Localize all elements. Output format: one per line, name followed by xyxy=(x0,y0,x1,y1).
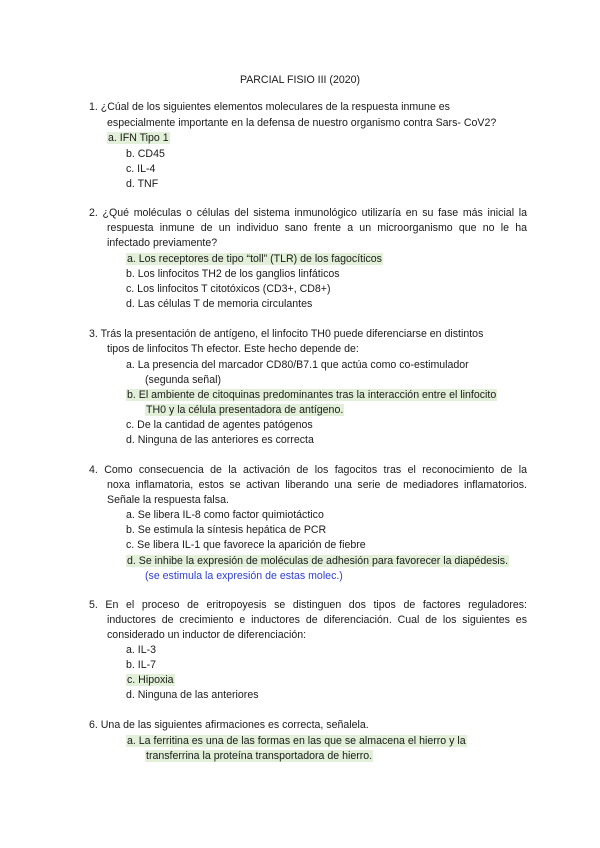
question-6-option-a-cont xyxy=(145,749,373,763)
question-2-option-a xyxy=(126,252,383,266)
question-4-note: (se estimula la expresión de estas molec.) xyxy=(145,570,343,582)
correct-answer-highlight: transferrina la proteína transportadora de hierro. xyxy=(146,750,373,762)
correct-answer-highlight: b. El ambiente de citoquinas predominantes tras la interacción entre el linfocito xyxy=(127,389,497,401)
question-3-option-d: d. Ninguna de las anteriores es correcta xyxy=(126,434,314,446)
question-3-option-b xyxy=(126,388,497,402)
question-5-stem-line-3: considerado un inductor de diferenciación: xyxy=(107,629,307,641)
question-2-option-b: b. Los linfocitos TH2 de los ganglios linfáticos xyxy=(126,268,340,280)
question-5-stem-line-2: inductores de crecimiento e inductores de diferenciación. Cual de los siguientes es xyxy=(107,614,527,626)
question-1-stem-line-1: 1. ¿Cúal de los siguientes elementos moleculares de la respuesta inmune es xyxy=(89,101,450,113)
correct-answer-highlight: c. Hipoxia xyxy=(127,674,174,686)
question-5-option-a: a. IL-3 xyxy=(126,644,157,656)
question-2-option-c: c. Los linfocitos T citotóxicos (CD3+, CD8+) xyxy=(126,283,331,295)
question-3-option-a: a. La presencia del marcador CD80/B7.1 que actúa como co-estimulador xyxy=(126,359,469,371)
question-1-option-a xyxy=(107,131,170,145)
question-3-option-c: c. De la cantidad de agentes patógenos xyxy=(126,419,313,431)
question-4-stem-line-1: 4. Como consecuencia de la activación de los fagocitos tras el reconocimiento de la xyxy=(89,464,527,476)
question-4-option-c: c. Se libera IL-1 que favorece la aparición de fiebre xyxy=(126,539,366,551)
correct-answer-highlight: a. Los receptores de tipo “toll” (TLR) de los fagocíticos xyxy=(127,253,382,265)
question-5-stem-line-1: 5. En el proceso de eritropoyesis se distinguen dos tipos de factores reguladores: xyxy=(89,599,527,611)
question-2-stem-line-1: 2. ¿Qué moléculas o células del sistema inmunológico utilizaría en su fase más inicial la xyxy=(89,207,527,219)
question-6-stem-line-1: 6. Una de las siguientes afirmaciones es correcta, señalela. xyxy=(89,719,369,731)
correct-answer-highlight: TH0 y la célula presentadora de antígeno. xyxy=(146,404,344,416)
question-3-stem-line-1: 3. Trás la presentación de antígeno, el linfocito TH0 puede diferenciarse en distintos xyxy=(89,328,484,340)
question-3-option-b-cont xyxy=(145,403,344,417)
question-4-option-b: b. Se estimula la síntesis hepática de PCR xyxy=(126,524,327,536)
question-2-stem-line-3: infectado previamente? xyxy=(107,237,218,249)
question-1-option-d: d. TNF xyxy=(126,178,159,190)
question-3-stem-line-2: tipos de linfocitos Th efector. Este hecho depende de: xyxy=(107,343,359,355)
correct-answer-highlight: d. Se inhibe la expresión de moléculas de adhesión para favorecer la diapédesis. xyxy=(127,555,509,567)
question-2-option-d: d. Las células T de memoria circulantes xyxy=(126,298,313,310)
question-5-option-d: d. Ninguna de las anteriores xyxy=(126,689,259,701)
question-2-stem-line-2: respuesta inmune de un individuo sano frente a un microorganismo que no le ha xyxy=(107,222,527,234)
question-1-stem-line-2: especialmente importante en la defensa de nuestro organismo contra Sars- CoV2? xyxy=(107,117,497,129)
question-1-option-c: c. IL-4 xyxy=(126,163,156,175)
question-4-stem-line-2: noxa inflamatoria, estos se activan liberando una serie de mediadores inflamatorios. xyxy=(107,479,527,491)
question-4-option-a: a. Se libera IL-8 como factor quimiotáctico xyxy=(126,509,324,521)
question-1-option-b: b. CD45 xyxy=(126,148,165,160)
page-title: PARCIAL FISIO III (2020) xyxy=(239,74,361,86)
question-5-option-c xyxy=(126,673,175,687)
question-4-option-d xyxy=(126,554,509,568)
correct-answer-highlight: a. IFN Tipo 1 xyxy=(108,132,169,144)
question-5-option-b: b. IL-7 xyxy=(126,659,157,671)
correct-answer-highlight: a. La ferritina es una de las formas en las que se almacena el hierro y la xyxy=(127,735,466,747)
question-3-option-a-cont: (segunda señal) xyxy=(145,374,221,386)
question-6-option-a xyxy=(126,734,467,748)
question-4-stem-line-3: Señale la respuesta falsa. xyxy=(107,494,229,506)
